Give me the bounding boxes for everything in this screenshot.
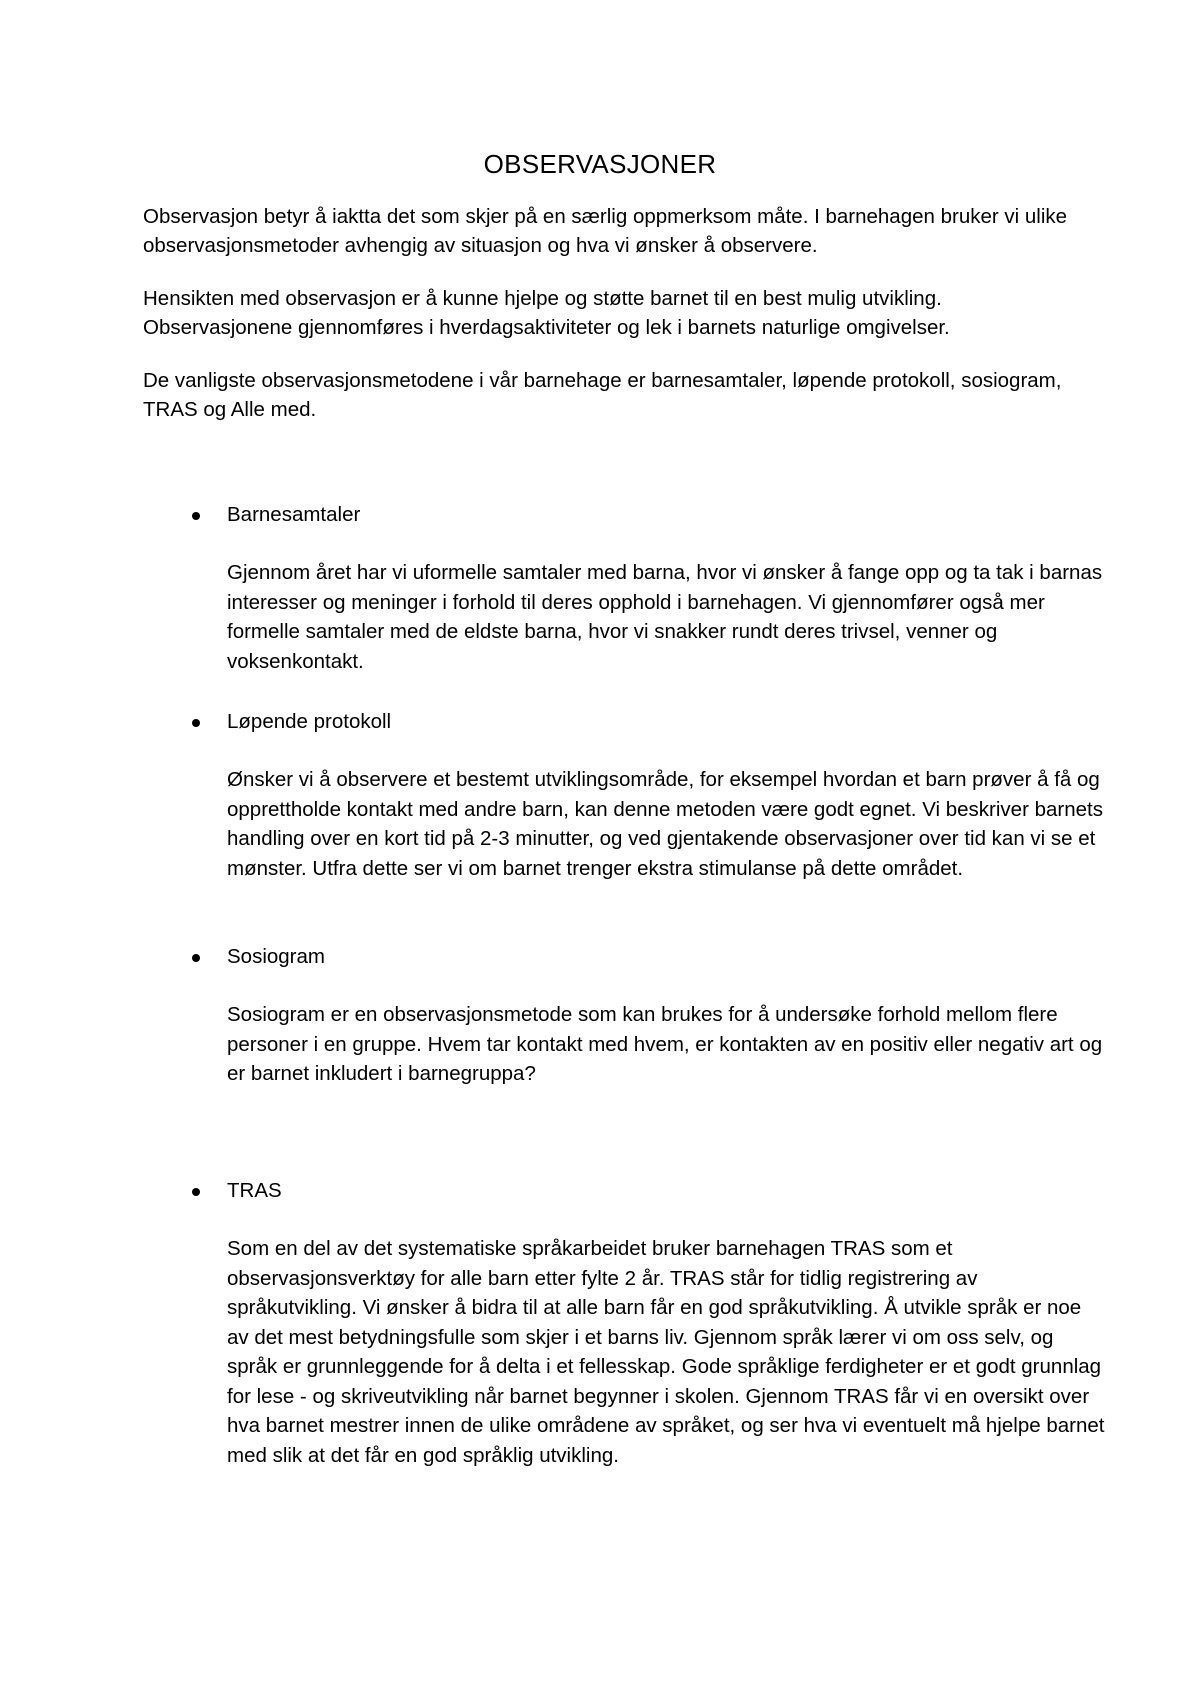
section-barnesamtaler: [143, 500, 1103, 673]
section-body: Som en del av det systematiske språkarbeidet bruker barnehagen TRAS som et observasjonsverktøy for alle barn etter fylte 2 år. TRAS står for tidlig registrering av språkutvikling. Vi ønsker å bidra til at alle barn får en god språkutvikling. Å utvikle språk er noe av det mest betydningsfulle som skjer i et barns liv. Gjennom språk lærer vi om oss selv, og språk er grunnleggende for å delta i et fellesskap. Gode språklige ferdigheter er et godt grunnlag for lese - og skriveutvikling når barnet begynner i skolen. Gjennom TRAS får vi en oversikt over hva barnet mestrer innen de ulike områdene av språket, og ser hva vi eventuelt må hjelpe barnet med slik at det får en god språklig utvikling.: [227, 1237, 1105, 1467]
section-body: Sosiogram er en observasjonsmetode som kan brukes for å undersøke forhold mellom flere personer i en gruppe. Hvem tar kontakt med hvem, er kontakten av en positiv eller negativ art og er barnet inkludert i barnegruppa?: [227, 1003, 1103, 1085]
section-sosiogram: [143, 942, 1103, 1085]
section-lopende-protokoll: [143, 707, 1103, 880]
section-tras: [143, 1176, 1105, 1467]
section-heading: Barnesamtaler: [227, 503, 361, 526]
page-title: OBSERVASJONER: [483, 149, 717, 179]
section-heading: Sosiogram: [227, 945, 325, 968]
intro-paragraph: Observasjon betyr å iaktta det som skjer på en særlig oppmerksom måte. I barnehagen bruker vi ulike observasjonsmetoder avhengig av situasjon og hva vi ønsker å observere.: [143, 205, 1068, 257]
bullet-item: [143, 1176, 1083, 1206]
bullet-dot-icon: [192, 954, 200, 962]
bullet-dot-icon: [192, 719, 200, 727]
section-heading: Løpende protokoll: [227, 710, 392, 733]
bullet-dot-icon: [192, 512, 200, 520]
bullet-item: [143, 942, 1083, 972]
bullet-item: [143, 707, 1083, 737]
section-body: Gjennom året har vi uformelle samtaler med barna, hvor vi ønsker å fange opp og ta tak i barnas interesser og meninger i forhold til deres opphold i barnehagen. Vi gjennomfører også mer formelle samtaler med de eldste barna, hvor vi snakker rundt deres trivsel, venner og voksenkontakt.: [227, 561, 1103, 673]
intro-paragraph: De vanligste observasjonsmetodene i vår barnehage er barnesamtaler, løpende protokoll, sosiogram, TRAS og Alle med.: [143, 369, 1062, 421]
bullet-dot-icon: [192, 1188, 200, 1196]
bullet-item: [143, 500, 1083, 530]
section-body: Ønsker vi å observere et bestemt utviklingsområde, for eksempel hvordan et barn prøver å få og opprettholde kontakt med andre barn, kan denne metoden være godt egnet. Vi beskriver barnets handling over en kort tid på 2-3 minutter, og ved gjentakende observasjoner over tid kan vi se et mønster. Utfra dette ser vi om barnet trenger ekstra stimulanse på dette området.: [227, 768, 1103, 880]
intro-paragraph: Hensikten med observasjon er å kunne hjelpe og støtte barnet til en best mulig utvikling. Observasjonene gjennomføres i hverdagsaktiviteter og lek i barnets naturlige omgivelser.: [143, 287, 950, 339]
section-heading: TRAS: [227, 1179, 282, 1202]
